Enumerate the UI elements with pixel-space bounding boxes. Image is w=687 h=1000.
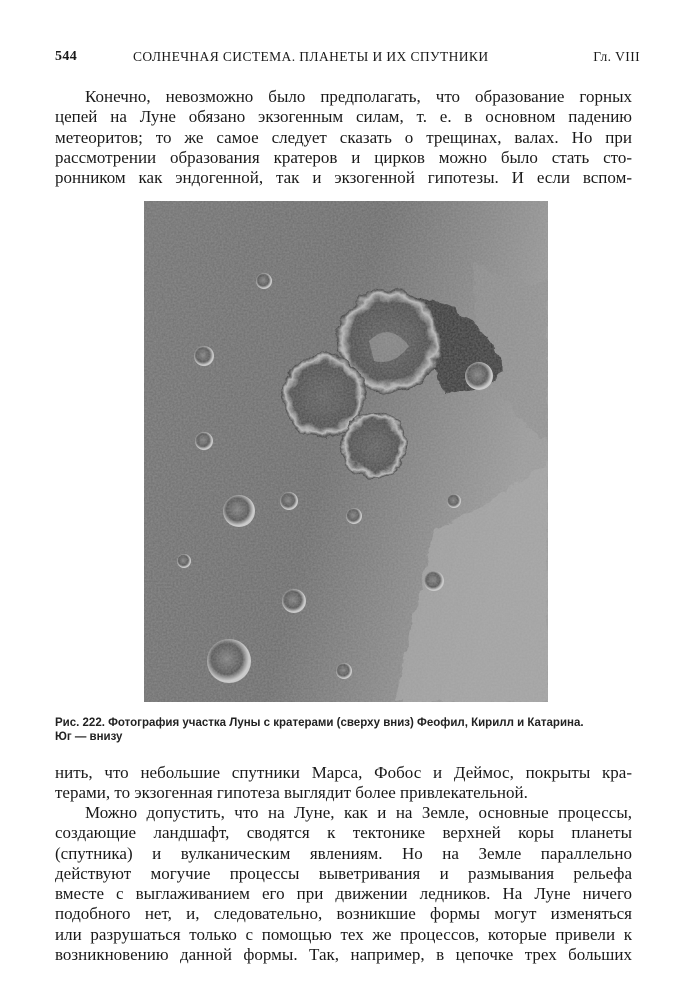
figure-caption [55, 716, 632, 744]
text-line: цепей на Луне обязано экзогенным силам, т. е. в основном падению [55, 107, 632, 127]
paragraph-continuation [55, 763, 632, 804]
text-line: (спутника) и вулканическим явлениям. Но на Земле параллельно [55, 843, 632, 863]
caption-line: Рис. 222. Фотография участка Луны с кратерами (сверху вниз) Феофил, Кирилл и Катарина. [55, 717, 584, 729]
moon-crater-photo [144, 201, 548, 702]
text-line: создающие ландшафт, сводятся к тектонике верхней коры планеты [55, 823, 632, 843]
text-line: рассмотрении образования кратеров и цирков можно было стать сто- [55, 147, 632, 167]
caption-line: Юг — внизу [55, 731, 123, 743]
text-line: или разрушаться только с помощью тех же процессов, которые привели к [55, 924, 632, 944]
text-line: метеоритов; то же самое следует сказать о трещинах, валах. Но при [55, 127, 632, 147]
paragraph-intro [55, 87, 632, 188]
text-line: ронником как эндогенной, так и экзогенной гипотезы. И если вспом- [55, 168, 632, 188]
text-line: действуют могучие процессы выветривания и размывания рельефа [55, 863, 632, 883]
text-line: подобного нет, и, следовательно, возникшие формы могут изменяться [55, 904, 632, 924]
text-line: возникновению данной формы. Так, например, в цепочке трех больших [55, 945, 632, 965]
chapter-label: Гл. VIII [593, 49, 640, 64]
text-line: терами, то экзогенная гипотеза выглядит более привлекательной. [55, 783, 528, 803]
text-line: вместе с выглаживанием его при движении ледников. На Луне ничего [55, 884, 632, 904]
moon-surface-image [144, 201, 548, 702]
text-line: Конечно, невозможно было предполагать, что образование горных [85, 87, 632, 106]
running-title: СОЛНЕЧНАЯ СИСТЕМА. ПЛАНЕТЫ И ИХ СПУТНИКИ [133, 49, 489, 64]
text-line: Можно допустить, что на Луне, как и на Земле, основные процессы, [85, 803, 632, 822]
text-line: нить, что небольшие спутники Марса, Фобос и Деймос, покрыты кра- [55, 763, 632, 782]
paragraph-main [55, 803, 632, 965]
running-header [55, 46, 640, 68]
page-number: 544 [55, 49, 78, 64]
